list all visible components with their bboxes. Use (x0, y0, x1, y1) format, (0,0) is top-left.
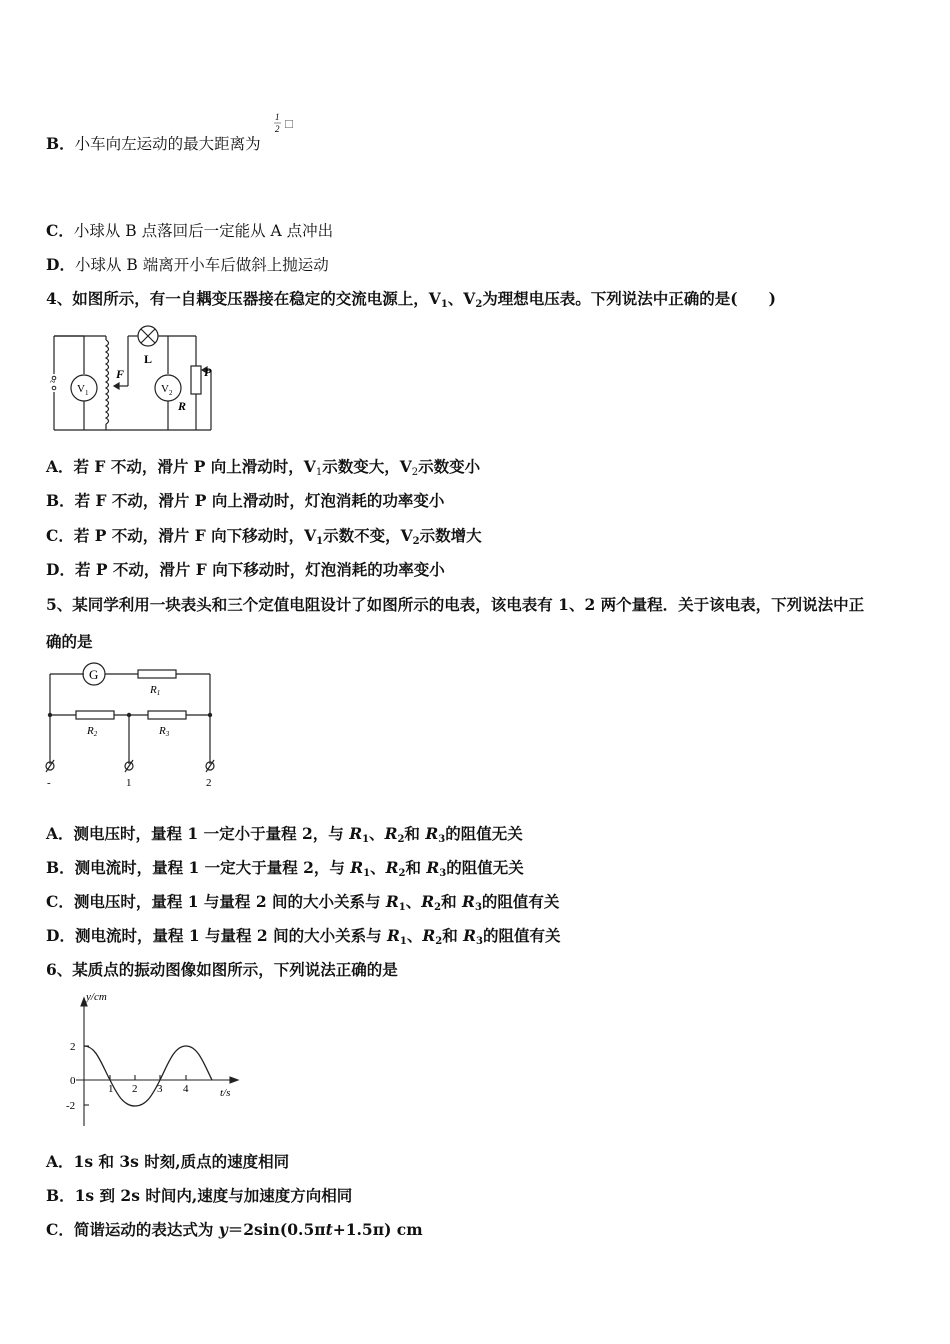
fraction-numerator: 1 (275, 112, 280, 122)
option-text: 示数不变，V (323, 526, 413, 545)
stem-text: 4、如图所示，有一自耦变压器接在稳定的交流电源上，V (46, 289, 441, 308)
q4-option-b (46, 491, 444, 511)
q4-option-d (46, 560, 445, 580)
ac-source-symbol: ~ (50, 377, 56, 388)
option-text: 小车向左运动的最大距离为 (74, 135, 261, 153)
x-axis-label: t/s (220, 1087, 231, 1099)
stem-text: 、V (447, 289, 476, 308)
q5-option-a: A．测电压时，量程 1 一定小于量程 2，与 $R_1$、$R_2$和 $R_3$的阻值无关 (46, 824, 523, 845)
option-label: A． (46, 824, 74, 843)
r2-label: R2 (87, 725, 98, 738)
option-text: 小球从 B 端离开小车后做斜上抛运动 (74, 256, 329, 274)
option-label: A． (46, 1152, 74, 1171)
q5-option-d: D．测电流时，量程 1 与量程 2 间的大小关系与 $R_1$、$R_2$和 $R_3$的阻值有关 (46, 926, 561, 947)
meter-circuit-diagram (44, 660, 219, 790)
option-text: 若 P 不动，滑片 F 向下移动时，V (73, 526, 317, 545)
option-text: 示数变小 (418, 457, 481, 476)
option-label: D． (46, 560, 75, 579)
q3-option-d (46, 255, 329, 275)
fraction-denominator: 2 (275, 124, 280, 134)
q6-option-b (46, 1186, 352, 1206)
q4-stem (46, 289, 776, 315)
option-text: 测电压时，量程 1 与量程 2 间的大小关系与 (73, 892, 386, 911)
option-text: 的阻值有关 (481, 892, 560, 911)
option-text: ＝2sin(0.5π (227, 1220, 326, 1239)
y-tick-neg2: -2 (66, 1100, 76, 1112)
r3-label: R3 (159, 725, 170, 738)
q6-option-a (46, 1152, 289, 1172)
math-var: t (325, 1220, 333, 1239)
v2-label: $V_2$ (161, 383, 173, 397)
x-tick-1: 1 (108, 1083, 114, 1095)
option-label: D． (46, 926, 75, 945)
option-label: B． (46, 858, 75, 877)
q4-option-a (46, 457, 480, 483)
option-text: 小球从 B 点落回后一定能从 A 点冲出 (73, 222, 334, 240)
vibration-graph (56, 988, 246, 1128)
option-text: 测电压时，量程 1 一定小于量程 2，与 (73, 824, 350, 843)
math-var: y (218, 1220, 228, 1239)
q5-option-b: B．测电流时，量程 1 一定大于量程 2，与 $R_1$、$R_2$和 $R_3$的阻值无关 (46, 858, 524, 879)
y-axis-label: y/cm (86, 991, 107, 1003)
option-text: 测电流时，量程 1 与量程 2 间的大小关系与 (74, 926, 388, 945)
option-text: 若 F 不动，滑片 P 向上滑动时，灯泡消耗的功率变小 (74, 491, 445, 510)
option-text: 示数变大，V (322, 457, 412, 476)
option-text: 简谐运动的表达式为 (73, 1220, 219, 1239)
subscript: 1 (316, 536, 324, 547)
y-tick-0: 0 (70, 1075, 76, 1087)
option-label: C． (46, 1220, 74, 1239)
v1-label: $V_1$ (77, 383, 89, 397)
option-text: +1.5π) cm (332, 1220, 423, 1239)
option-text: 的阻值无关 (445, 824, 523, 843)
subscript: 2 (475, 299, 483, 310)
option-label: C． (46, 526, 74, 545)
r1-label: R1 (150, 684, 161, 697)
q4-option-c (46, 526, 482, 552)
subscript: 1 (440, 299, 448, 310)
lamp-label: L (144, 352, 153, 366)
missing-glyph-box: □ (285, 116, 293, 131)
option-label: B． (46, 1186, 75, 1205)
slider-label: P (204, 365, 212, 379)
option-text: 的阻值无关 (446, 858, 524, 877)
option-label: C． (46, 221, 74, 240)
autotransformer-circuit-diagram (46, 322, 216, 434)
x-tick-2: 2 (132, 1083, 138, 1095)
option-text: 若 F 不动，滑片 P 向上滑动时，V (73, 457, 316, 476)
option-label: B． (46, 134, 75, 153)
q6-stem: 6、某质点的振动图像如图所示，下列说法正确的是 (46, 960, 398, 979)
option-label: B． (46, 491, 75, 510)
option-label: D． (46, 255, 75, 274)
option-text: 若 P 不动，滑片 F 向下移动时，灯泡消耗的功率变小 (74, 560, 445, 579)
tap-label: F (116, 367, 125, 381)
option-text: 测电流时，量程 1 一定大于量程 2，与 (74, 858, 351, 877)
q6-option-c (46, 1220, 423, 1240)
q5-stem-line1: 5、某同学利用一块表头和三个定值电阻设计了如图所示的电表，该电表有 1、2 两个量程．关于该电表，下列说法中正 (46, 595, 865, 614)
option-text: 1s 到 2s 时间内,速度与加速度方向相同 (74, 1186, 353, 1205)
stem-text: 为理想电压表。下列说法中正确的是( ) (482, 289, 776, 308)
subscript: 2 (411, 467, 419, 478)
terminal-minus-label: - (47, 777, 51, 789)
fraction-image (272, 110, 302, 140)
option-text: 1s 和 3s 时刻,质点的速度相同 (73, 1152, 290, 1171)
q5-stem-line2: 确的是 (46, 632, 93, 651)
option-text: 示数增大 (419, 526, 482, 545)
q3-option-b (46, 134, 261, 154)
terminal-1-label: 1 (126, 777, 132, 789)
y-tick-2: 2 (70, 1041, 76, 1053)
resistor-label: R (178, 399, 187, 413)
option-label: C． (46, 892, 74, 911)
subscript: 2 (412, 536, 420, 547)
option-text: 的阻值有关 (483, 926, 561, 945)
subscript: 1 (315, 467, 323, 478)
galvanometer-label: G (89, 667, 99, 682)
terminal-2-label: 2 (206, 777, 212, 789)
x-tick-4: 4 (183, 1083, 189, 1095)
q3-option-c (46, 221, 333, 241)
option-label: A． (46, 457, 74, 476)
x-tick-3: 3 (157, 1083, 163, 1095)
q5-option-c: C．测电压时，量程 1 与量程 2 间的大小关系与 $R_1$、$R_2$和 $R_3$的阻值有关 (46, 892, 560, 913)
